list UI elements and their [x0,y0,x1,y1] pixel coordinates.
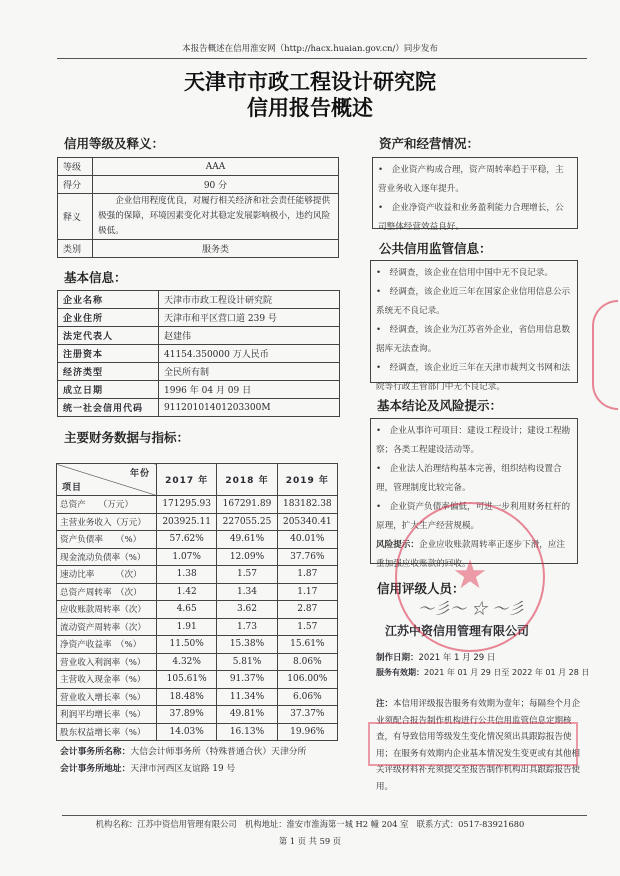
finance-item: 营业收入利润率（%） [57,653,157,671]
finance-value: 4.65 [157,601,217,619]
bullet-item: • 经调查，该企业近三年在国家企业信用信息公示系统无不良记录。 [376,287,571,316]
finance-value: 1.38 [157,566,217,584]
finance-value: 40.01% [277,531,337,549]
bullet-text: 企业净资产收益和业务盈利能力合理增长，公司整体经营效益良好。 [378,203,564,232]
finance-value: 1.57 [277,618,337,636]
finance-value: 171295.93 [157,496,217,514]
firm-name: 大信会计师事务所（特殊普通合伙）天津分所 [130,747,307,757]
finance-value: 105.61% [157,671,217,689]
basic-info-value: 全民所有制 [159,363,340,381]
finance-value: 1.42 [157,583,217,601]
finance-value: 57.62% [157,531,217,549]
finance-value: 19.96% [277,723,337,741]
corner-year-label: 年份 [129,469,150,479]
raters-heading: 信用评级人员： [377,581,465,596]
finance-row [57,636,338,654]
risk-label: 风险提示： [376,540,419,550]
basic-info-value: 41154.350000 万人民币 [159,345,340,363]
category-value: 服务类 [93,240,339,258]
page-title: 天津市市政工程设计研究院 [184,70,436,94]
basic-info-value: 91120101401203300M [159,399,340,417]
finance-item: 速动比率 （次） [57,566,157,584]
basic-info-row [58,291,340,309]
basic-info-label: 企业名称 [58,291,159,309]
corner-item-label: 项目 [62,483,83,493]
finance-value: 18.48% [157,688,217,706]
rating-heading: 信用等级及释义： [64,136,165,151]
finance-row [57,601,338,619]
basic-info-row [58,309,340,327]
finance-item: 主营收入现金率（%） [57,671,157,689]
grade-value: AAA [93,158,339,176]
bullet-item: • 企业从事许可项目：建设工程设计；建设工程勘察；各类工程建设活动等。 [376,426,571,455]
bullet-text: 企业从事许可项目：建设工程设计；建设工程勘察；各类工程建设活动等。 [376,426,571,455]
risk-text: 企业应收账款周转率正逐步下滑，应注重加强应收账款的回收。 [376,540,566,569]
validity-period [376,667,589,678]
bullet-item: • 企业资产负债率偏低，可进一步利用财务杠杆的原理，扩大生产经营规模。 [376,502,571,531]
label-grade: 等级 [58,158,93,176]
finance-value: 15.61% [277,636,337,654]
finance-value: 16.13% [217,723,277,741]
finance-item: 流动资产周转率（次） [57,618,157,636]
bullet-text: 企业法人治理结构基本完善，组织结构设置合理，管理制度比较完备。 [376,464,562,493]
finance-value: 11.34% [217,688,277,706]
finance-value: 1.07% [157,548,217,566]
finance-item: 总资产 （万元） [57,496,157,514]
finance-value: 49.81% [217,706,277,724]
finance-row [57,653,338,671]
finance-item: 利润平均增长率（%） [57,706,157,724]
basic-info-label: 统一社会信用代码 [58,399,159,417]
finance-item: 现金流动负债率（%） [57,548,157,566]
finance-value: 167291.89 [217,496,277,514]
finance-row [57,513,338,531]
bullet-item: • 经调查，该企业在信用中国中无不良记录。 [376,268,553,278]
supervision-box [370,260,578,392]
bullet-text: 企业资产负债率偏低，可进一步利用财务杠杆的原理，扩大生产经营规模。 [376,502,571,531]
made-date [376,651,495,663]
finance-value: 1.87 [277,566,337,584]
supervision-heading: 公共信用监管信息： [379,241,492,256]
finance-value: 6.06% [277,688,337,706]
year-header: 2017 年 [157,464,217,496]
made-date-value: 2021 年 1 月 29 日 [418,653,496,663]
firm-name-label: 会计事务所名称： [60,747,131,757]
finance-value: 1.73 [217,618,277,636]
bullet-item: • 经调查，该企业为江苏省外企业，省信用信息数据库无法查询。 [376,325,571,354]
finance-value: 11.50% [157,636,217,654]
finance-value: 183182.38 [277,496,337,514]
finance-value: 37.37% [277,706,337,724]
company-seal: ★ [395,502,545,652]
finance-row [57,671,338,689]
conclusion-heading: 基本结论及风险提示： [377,398,503,413]
finance-item: 营业收入增长率（%） [57,688,157,706]
bullet-text: 企业资产构成合理，资产周转率趋于平稳，主营业务收入逐年提升。 [378,165,564,194]
finance-row [57,583,338,601]
bullet-item: • 企业净资产收益和业务盈利能力合理增长，公司整体经营效益良好。 [378,203,564,232]
basic-info-table [57,290,340,417]
basic-info-row [58,363,340,381]
footer-rule [62,815,587,816]
finance-row [57,688,338,706]
basic-info-row [58,345,340,363]
page-number: 第 1 页 共 59 页 [278,836,342,846]
finance-item: 净资产收益率 （%） [57,636,157,654]
filing-stamp [368,722,578,766]
basic-info-row [58,327,340,345]
finance-heading: 主要财务数据与指标： [64,430,190,445]
label-definition: 释义 [58,194,93,240]
basic-heading: 基本信息： [64,270,127,285]
bullet-item: • 经调查，该企业近三年在天津市裁判文书网和法院等行政主管部门中无不良记录。 [376,363,571,392]
score-value: 90 分 [93,176,339,194]
finance-row [57,531,338,549]
finance-value: 1.57 [217,566,277,584]
validity-label: 服务有效期： [376,668,424,677]
finance-row [57,496,338,514]
operations-box [372,157,578,232]
basic-info-label: 法定代表人 [58,327,159,345]
basic-info-label: 注册资本 [58,345,159,363]
basic-info-row [58,399,340,417]
basic-info-row [58,381,340,399]
basic-info-label: 经济类型 [58,363,159,381]
finance-value: 203925.11 [157,513,217,531]
rater-signatures: 〜彡〜 ☆ 〜彡 [418,599,525,618]
finance-row [57,723,338,741]
note-label: 注： [376,699,394,709]
accounting-firm-address [60,761,235,774]
header-rule [57,58,587,59]
publish-notice: 本报告概述在信用淮安网（http://hacx.huaian.gov.cn/）同步发布 [182,44,438,54]
finance-item: 总资产周转率 （次） [57,583,157,601]
finance-value: 1.17 [277,583,337,601]
finance-value: 1.91 [157,618,217,636]
finance-value: 227055.25 [217,513,277,531]
finance-value: 14.03% [157,723,217,741]
definition-value: 企业信用程度优良，对履行相关经济和社会责任能够提供极强的保障，环境因素变化对其稳定发展影响极小，违约风险极低。 [93,194,339,240]
finance-item: 股东权益增长率（%） [57,723,157,741]
note-text: 本信用评级报告服务有效期为壹年；每隔叁个月企业须配合报告制作机构进行公共信用监管信息定期核查，有导致信用等级发生变化情况须出具跟踪报告使用；在服务有效期内企业基本情况发生变更或有其他相关评级材料补充须提交至报告制作机构出具跟踪报告使用。 [376,699,581,792]
finance-value: 205340.41 [277,513,337,531]
finance-row [57,566,338,584]
bullet-text: 经调查，该企业在信用中国中无不良记录。 [389,268,553,278]
basic-info-value: 天津市和平区营口道 239 号 [159,309,340,327]
label-score: 得分 [58,176,93,194]
operations-heading: 资产和经营情况： [379,136,480,151]
footer-org-info: 机构名称：江苏中资信用管理有限公司 机构地址：淮安市淮海第一城 H2 幢 204 室 联系方式：0517-83921680 [95,819,525,829]
finance-value: 5.81% [217,653,277,671]
finance-value: 37.89% [157,706,217,724]
validity-value: 2021 年 01 月 29 日至 2022 年 01 月 28 日 [424,668,590,677]
bullet-text: 经调查，该企业为江苏省外企业，省信用信息数据库无法查询。 [376,325,571,354]
finance-table [56,463,338,741]
year-header: 2018 年 [217,464,277,496]
finance-value: 49.61% [217,531,277,549]
basic-info-value: 赵建伟 [159,327,340,345]
finance-value: 91.37% [217,671,277,689]
edge-seal [592,300,618,410]
finance-row [57,548,338,566]
basic-info-label: 企业住所 [58,309,159,327]
rating-table [57,157,339,258]
basic-info-label: 成立日期 [58,381,159,399]
bullet-item: • 企业资产构成合理，资产周转率趋于平稳，主营业务收入逐年提升。 [378,165,564,194]
bullet-text: 经调查，该企业近三年在天津市裁判文书网和法院等行政主管部门中无不良记录。 [376,363,571,392]
rating-company: 江苏中资信用管理有限公司 [385,624,530,638]
finance-value: 4.32% [157,653,217,671]
firm-addr-label: 会计事务所地址： [60,764,131,774]
basic-info-value: 天津市市政工程设计研究院 [159,291,340,309]
finance-value: 12.09% [217,548,277,566]
finance-item: 主营业务收入（万元） [57,513,157,531]
finance-value: 15.38% [217,636,277,654]
label-category: 类别 [58,240,93,258]
finance-value: 106.00% [277,671,337,689]
finance-value: 8.06% [277,653,337,671]
year-header: 2019 年 [277,464,337,496]
corner-cell [57,464,157,496]
accounting-firm-name [60,744,306,757]
basic-info-value: 1996 年 04 月 09 日 [159,381,340,399]
page-subtitle: 信用报告概述 [247,96,373,120]
finance-value: 1.34 [217,583,277,601]
finance-row [57,618,338,636]
made-date-label: 制作日期： [376,653,419,663]
finance-value: 3.62 [217,601,277,619]
finance-value: 2.87 [277,601,337,619]
bullet-text: 经调查，该企业近三年在国家企业信用信息公示系统无不良记录。 [376,287,571,316]
firm-addr: 天津市河西区友谊路 19 号 [130,764,236,774]
bullet-item: • 企业法人治理结构基本完善，组织结构设置合理，管理制度比较完备。 [376,464,562,493]
finance-row [57,706,338,724]
finance-item: 资产负债率 （%） [57,531,157,549]
finance-value: 37.76% [277,548,337,566]
finance-item: 应收账款周转率（次） [57,601,157,619]
